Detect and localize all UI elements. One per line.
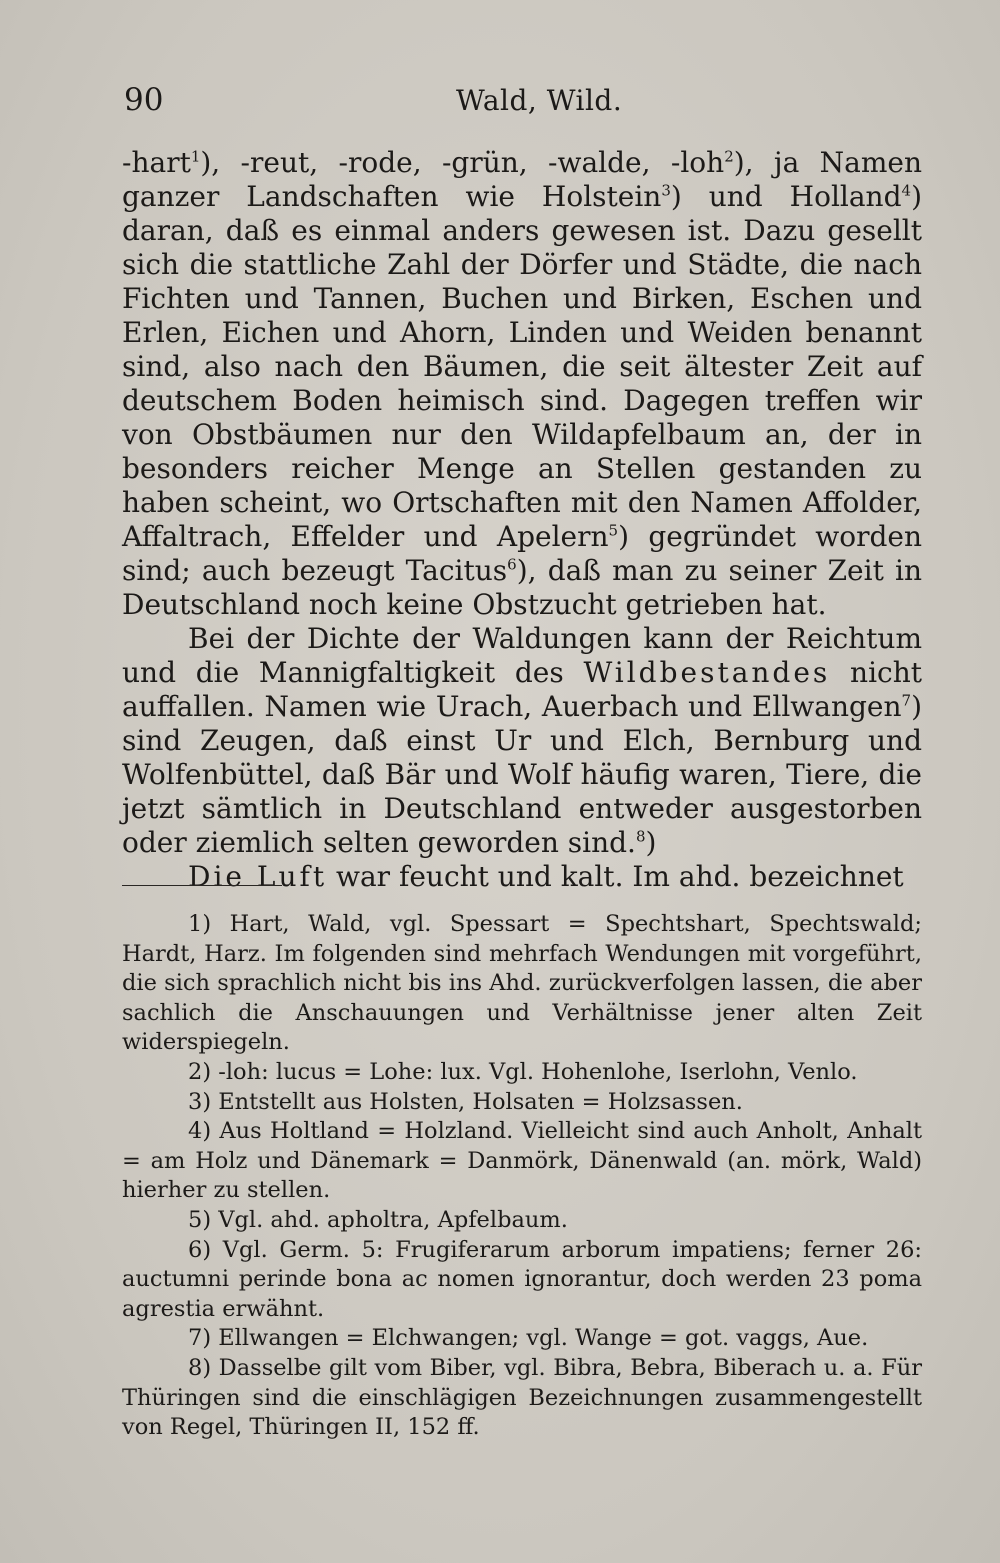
text-run: ) daran, daß es einmal anders gewesen ist. Dazu gesellt sich die stattliche Zahl der Dörfer und Städte, die nach Fichten und Tannen, Buchen und Birken, Eschen und Erlen, Eichen und Ahorn, Linden und Weiden benannt sind, also nach den Bäumen, die seit ältester Zeit auf deutschem Boden heimisch sind. Dagegen treffen wir von Obstbäumen nur den Wildapfelbaum an, der in besonders reicher Menge an Stellen gestanden zu haben scheint, wo Ortschaften mit den Namen Affolder, Affaltrach, Effelder und Apelern	[122, 180, 922, 553]
text-run: ) gegründet worden sind; auch bezeugt Tacitus	[122, 520, 922, 587]
footnote-8: 8) Dasselbe gilt vom Biber, vgl. Bibra, Bebra, Biberach u. a. Für Thüringen sind die einschlägigen Bezeichnungen zusammengestellt von Regel, Thüringen II, 152 ff.	[122, 1354, 922, 1441]
footnote-ref-7: 7	[901, 691, 912, 710]
text-run: )	[645, 826, 657, 859]
text-run: war feucht und kalt. Im ahd. bezeichnet	[327, 860, 904, 893]
running-title: Wald, Wild.	[456, 84, 623, 117]
main-text	[122, 146, 922, 894]
text-run: ), -reut, -rode, -grün, -walde, -loh	[200, 146, 725, 179]
footnote-ref-5: 5	[608, 521, 619, 540]
paragraph-2	[122, 622, 922, 860]
text-run: ), daß man zu seiner Zeit in Deutschland noch keine Obstzucht getrieben hat.	[122, 554, 922, 621]
footnote-ref-4: 4	[901, 181, 912, 200]
footnote-4: 4) Aus Holtland = Holzland. Vielleicht sind auch Anholt, Anhalt = am Holz und Dänemark = Danmörk, Dänenwald (an. mörk, Wald) hierher zu stellen.	[122, 1118, 922, 1204]
emphasis-spaced: Die Luft	[188, 860, 328, 893]
footnotes	[122, 910, 922, 1443]
text-run: ) und Holland	[670, 180, 902, 213]
footnote-1: 1) Hart, Wald, vgl. Spessart = Spechtshart, Spechtswald; Hardt, Harz. Im folgenden sind mehrfach Wendungen mit vorgeführt, die sich sprachlich nicht bis ins Ahd. zurückverfolgen lassen, die aber sachlich die Anschauungen und Verhältnisse jener alten Zeit widerspiegeln.	[122, 911, 922, 1056]
text-run: ) sind Zeugen, daß einst Ur und Elch, Bernburg und Wolfenbüttel, daß Bär und Wolf häufig waren, Tiere, die jetzt sämtlich in Deutschland entweder ausgestorben oder ziemlich selten geworden sind.	[122, 690, 922, 859]
footnote-ref-6: 6	[507, 555, 517, 574]
footnote-ref-3: 3	[661, 181, 671, 200]
footnote-ref-1: 1	[190, 147, 201, 166]
text-run: -hart	[122, 146, 191, 179]
emphasis-spaced: Wildbestandes	[583, 656, 831, 689]
text-run: nicht auffallen. Namen wie Urach, Auerbach und Ellwangen	[122, 656, 922, 723]
page-number: 90	[124, 82, 164, 118]
paragraph-1	[122, 146, 922, 622]
footnote-5: 5) Vgl. ahd. apholtra, Apfelbaum.	[188, 1206, 568, 1233]
text-run: Bei der Dichte der Waldungen kann der Reichtum und die Mannigfaltigkeit des	[122, 622, 922, 689]
text-run: ), ja Namen ganzer Landschaften wie Holstein	[122, 146, 922, 213]
footnote-ref-8: 8	[635, 827, 646, 846]
footnote-6: 6) Vgl. Germ. 5: Frugiferarum arborum impatiens; ferner 26: auctumni perinde bona ac nomen ignorantur, doch werden 23 poma agrestia erwähnt.	[122, 1236, 922, 1322]
running-header	[124, 82, 920, 122]
footnote-3: 3) Entstellt aus Holsten, Holsaten = Holzsassen.	[188, 1088, 743, 1115]
footnote-divider	[122, 885, 282, 886]
footnote-2: 2) -loh: lucus = Lohe: lux. Vgl. Hohenlohe, Iserlohn, Venlo.	[188, 1058, 858, 1085]
footnote-ref-2: 2	[724, 147, 734, 166]
footnote-7: 7) Ellwangen = Elchwangen; vgl. Wange = got. vaggs, Aue.	[188, 1325, 869, 1352]
paragraph-3	[122, 860, 922, 894]
